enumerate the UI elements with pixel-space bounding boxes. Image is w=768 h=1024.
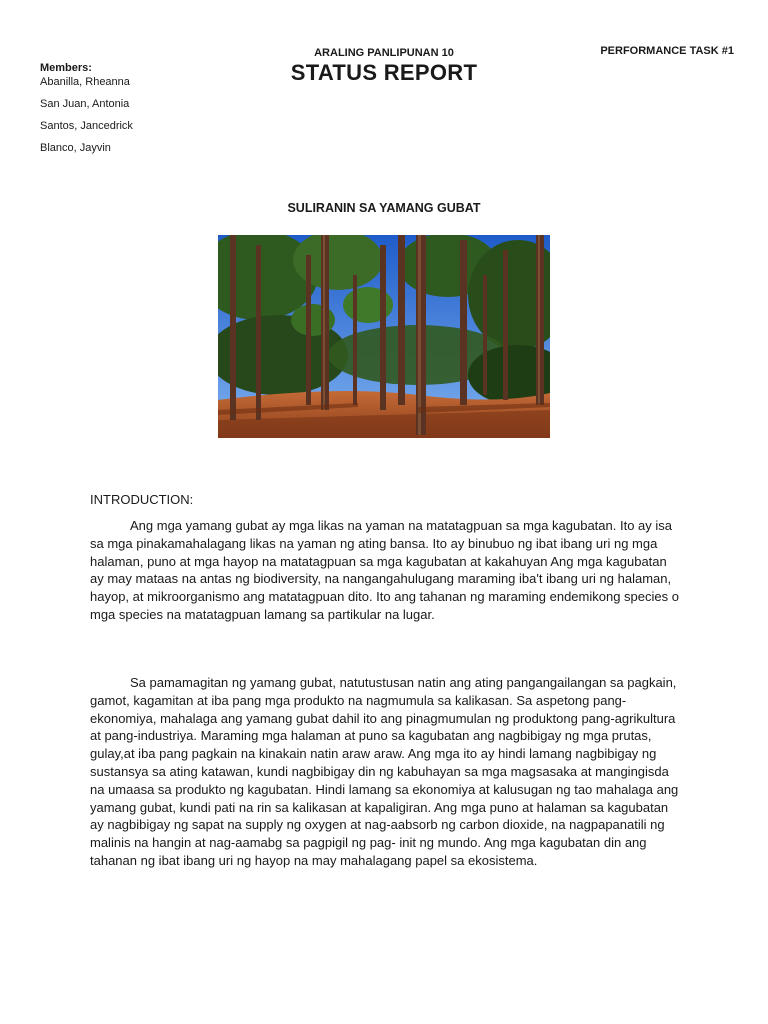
member-name: Santos, Jancedrick bbox=[40, 120, 133, 132]
introduction-heading: INTRODUCTION: bbox=[90, 492, 194, 507]
paragraph-2: Sa pamamagitan ng yamang gubat, natutustusan natin ang ating pangangailangan sa pagkain, gamot, kagamitan at iba pang mga produkto na nagmumula sa kalikasan. Sa aspetong pang-ekonomiya, mahalaga ang yamang gubat dahil ito ang pinagmumulan ng produktong pang-agrikultura at pang-industriya. Maraming mga halaman at puno sa kagubatan ang nagbibigay ng mga prutas, gulay,at iba pang pagkain na kinakain natin araw araw. Ang mga ito ay hindi lamang nagbibigay ng sustansya sa ating katawan, kundi nagbibigay din ng kabuhayan sa mga magsasaka at mangingisda na umaasa sa produkto ng kagubatan. Hindi lamang sa ekonomiya at kalusugan ng tao mahalaga ang yamang gubat, kundi pati na rin sa kalikasan at kapaligiran. Ang mga puno at halaman sa kagubatan ay nagbibigay ng sapat na supply ng oxygen at nag-aabsorb ng carbon dioxide, na nagpapanatili ng malinis na hangin at nag-aamabg sa pagpigil ng pag- init ng mundo. Ang mga kagubatan din ang tahanan ng ibat ibang uri ng hayop na may mahalagang papel sa ekosistema. bbox=[90, 675, 679, 868]
member-name: Abanilla, Rheanna bbox=[40, 76, 130, 88]
task-label: PERFORMANCE TASK #1 bbox=[600, 45, 734, 57]
members-label: Members: bbox=[40, 62, 92, 74]
paragraph-1: Ang mga yamang gubat ay mga likas na yaman na matatagpuan sa mga kagubatan. Ito ay isa sa mga pinakamahalagang likas na yaman ng ating bansa. Ito ay binubuo ng ibat ibang uri ng mga halaman, puno at mga hayop na matatagpuan sa mga kagubatan at kakahuyan Ang mga kagubatan ay may mataas na antas ng biodiversity, na nangangahulugang maraming iba't ibang uri ng halaman, hayop, at mikroorganismo ang matatagpuan dito. Ito ang tahanan ng maraming endemikong species o mga species na matatagpuan lamang sa partikular na lugar. bbox=[90, 518, 679, 622]
page-title: STATUS REPORT bbox=[290, 60, 478, 85]
member-name: Blanco, Jayvin bbox=[40, 142, 111, 154]
forest-photo bbox=[218, 235, 550, 438]
subject-heading: ARALING PANLIPUNAN 10 bbox=[314, 47, 454, 59]
member-name: San Juan, Antonia bbox=[40, 98, 130, 110]
section-title: SULIRANIN SA YAMANG GUBAT bbox=[287, 201, 481, 215]
